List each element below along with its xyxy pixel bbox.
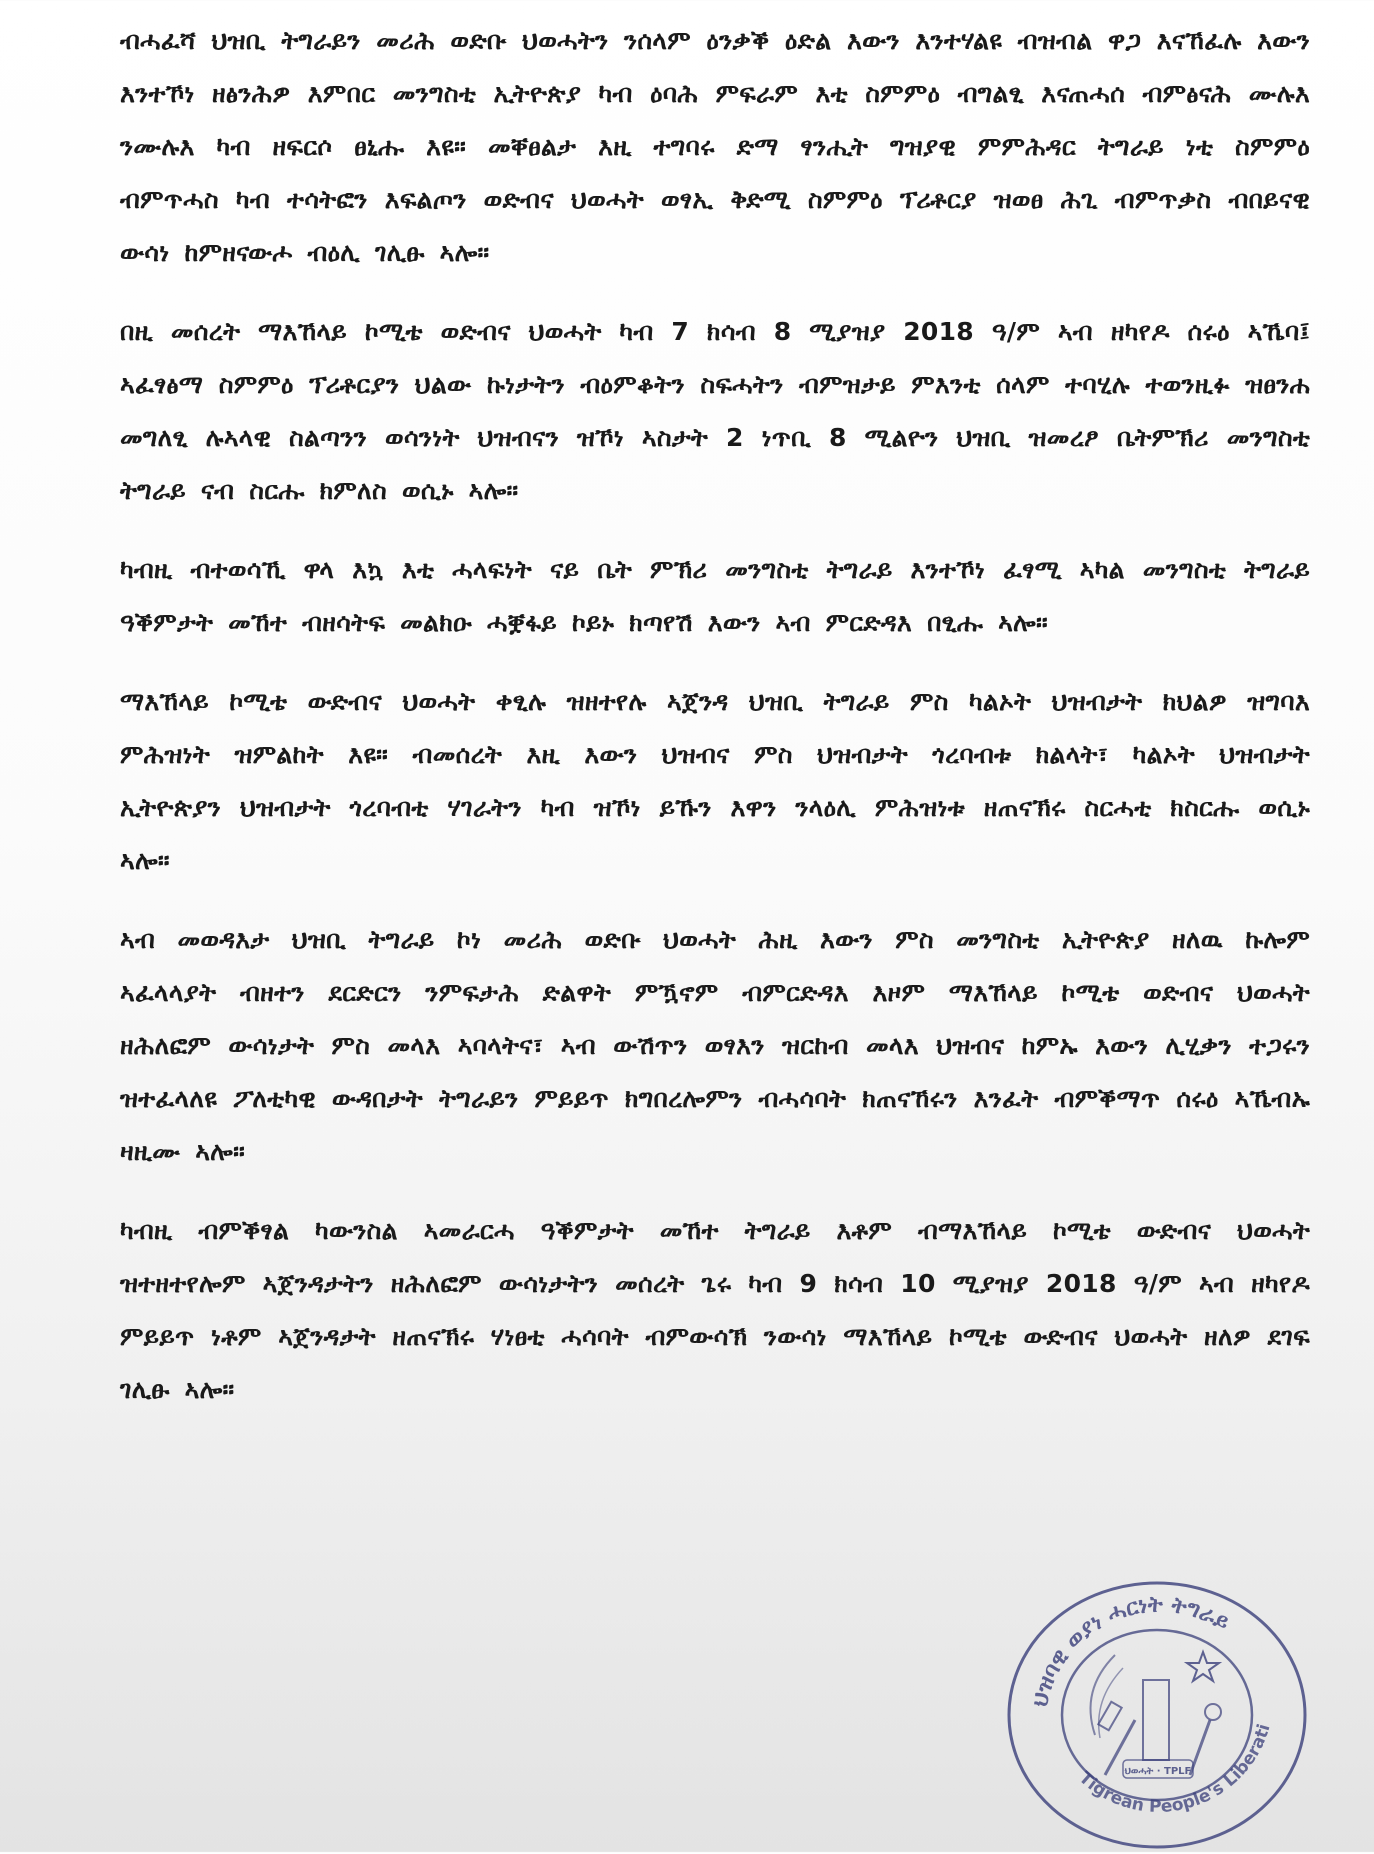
paragraph-1: ብሓፈሻ ህዝቢ ትግራይን መሪሕ ወድቡ ህወሓትን ንሰላም ዕንቃቕ ዕድል እውን እንተሃልዩ ብዝብል ዋጋ እናኸፈሉ እውን እንተኾነ ዘፅንሕዎ እምበር መንግስቲ ኢትዮጵያ ካብ ዕባሕ ምፍራም እቲ ስምምዕ ብግልፂ እናጠሓሰ ብምፅናሕ ሙሉእ ንሙሉእ ካብ ዘፍርሶ ፀኒሑ እዩ። መቐፀልታ እዚ ተግባሩ ድማ ፃንሒት ግዝያዊ ምምሕዳር ትግራይ ነቲ ስምምዕ ብምጥሓስ ካብ ተሳትፎን እፍልጦን ወድብና ህወሓት ወፃኢ ቅድሚ ስምምዕ ፕሪቶርያ ዝወፀ ሕጊ ብምጥቃስ ብበይናዊ ውሳነ ከምዘናውሖ ብዕሊ ገሊፁ ኣሎ። <box>120 26 1310 267</box>
seal-wheat-left <box>1091 1655 1116 1735</box>
paragraph-5: ኣብ መወዳእታ ህዝቢ ትግራይ ኮነ መሪሕ ወድቡ ህወሓት ሕዚ እውን ምስ መንግስቲ ኢትዮጵያ ዘለዉ ኩሎም ኣፈላላያት ብዘተን ደርድርን ንምፍታሕ ድልዋት ምዃኖም ብምርድዳእ እዞም ማእኸላይ ኮሚቴ ወድብና ህወሓት ዘሕለፎም ውሳነታት ምስ መላእ ኣባላትና፣ ኣብ ውሽጥን ወፃእን ዝርከብ መላእ ህዝብና ከምኡ እውን ሊሂቃን ተጋሩን ዝተፈላለዩ ፖለቲካዊ ውዳበታት ትግራይን ምይይጥ ክግበረሎምን ብሓሳባት ክጠናኸሩን እንፈት ብምቕማጥ ሰሩዕ ኣኼብኡ ዛዚሙ ኣሎ። <box>120 925 1310 1166</box>
seal-icon <box>985 1560 1325 1850</box>
paragraph-6: ካብዚ ብምቕፃል ካውንስል ኣመራርሓ ዓቕምታት መኸተ ትግራይ እቶም ብማእኸላይ ኮሚቴ ውድብና ህወሓት ዝተዘተየሎም ኣጀንዳታትን ዘሕለፎም ውሳነታትን መሰረት ጌሩ ካብ 9 ክሳብ 10 ሚያዝያ 2018 ዓ/ም ኣብ ዘካየዶ ምይይጥ ነቶም ኣጀንዳታት ዘጠናኽሩ ሃነፀቲ ሓሳባት ብምውሳኽ ንውሳነ ማእኸላይ ኮሚቴ ውድብና ህወሓት ዘለዎ ደገፍ ገሊፁ ኣሎ። <box>120 1216 1310 1404</box>
paragraph-2: በዚ መሰረት ማእኸላይ ኮሚቴ ወድብና ህወሓት ካብ 7 ክሳብ 8 ሚያዝያ 2018 ዓ/ም ኣብ ዘካየዶ ሰሩዕ ኣኼባ፤ ኣፈፃፅማ ስምምዕ ፕሪቶርያን ህልው ኩነታትን ብዕምቆትን ስፍሓትን ብምዝታይ ምእንቲ ሰላም ተባሂሉ ተወንዚፉ ዝፀንሐ መግለፂ ሉኣላዊ ስልጣንን ወሳንነት ህዝብናን ዝኾነ ኣስታት 2 ነጥቢ 8 ሚልዮን ህዝቢ ዝመረፆ ቤትምኽሪ መንግስቲ ትግራይ ናብ ስርሑ ክምለስ ወሲኑ ኣሎ። <box>120 317 1310 505</box>
document-body <box>120 14 1310 1442</box>
seal-star-icon <box>1187 1652 1219 1681</box>
seal-inner-label: ህወሓት · TPLF <box>1124 1766 1192 1777</box>
paragraph-4: ማእኸላይ ኮሚቴ ውድብና ህወሓት ቀፂሉ ዝዘተየሉ ኣጀንዳ ህዝቢ ትግራይ ምስ ካልኦት ህዝብታት ክህልዎ ዝግባእ ምሕዝነት ዝምልከት እዩ። ብመሰረት እዚ እውን ህዝብና ምስ ህዝብታት ጎረባብቱ ክልላት፣ ካልኦት ህዝብታት ኢትዮጵያን ህዝብታት ጎረባብቲ ሃገራትን ካብ ዝኾነ ይኹን እዋን ንላዕሊ ምሕዝነቱ ዘጠናኽሩ ስርሓቲ ክስርሑ ወሲኑ ኣሎ። <box>120 687 1310 875</box>
paragraph-3: ካብዚ ብተወሳኺ ዋላ እኳ እቲ ሓላፍነት ናይ ቤት ምኽሪ መንግስቲ ትግራይ እንተኾነ ፈፃሚ ኣካል መንግስቲ ትግራይ ዓቕምታት መኸተ ብዘሳትፍ መልክዑ ሓቛፋይ ኮይኑ ክጣየሽ እውን ኣብ ምርድዳእ በፂሑ ኣሎ። <box>120 555 1310 637</box>
seal-top-text: ህዝባዊ ወያነ ሓርነት ትግራይ <box>1027 1592 1234 1710</box>
seal-bottom-text: Tigrean People's Liberati <box>1074 1721 1275 1817</box>
organization-seal-stamp <box>985 1560 1325 1850</box>
seal-tower-icon <box>1143 1680 1169 1760</box>
